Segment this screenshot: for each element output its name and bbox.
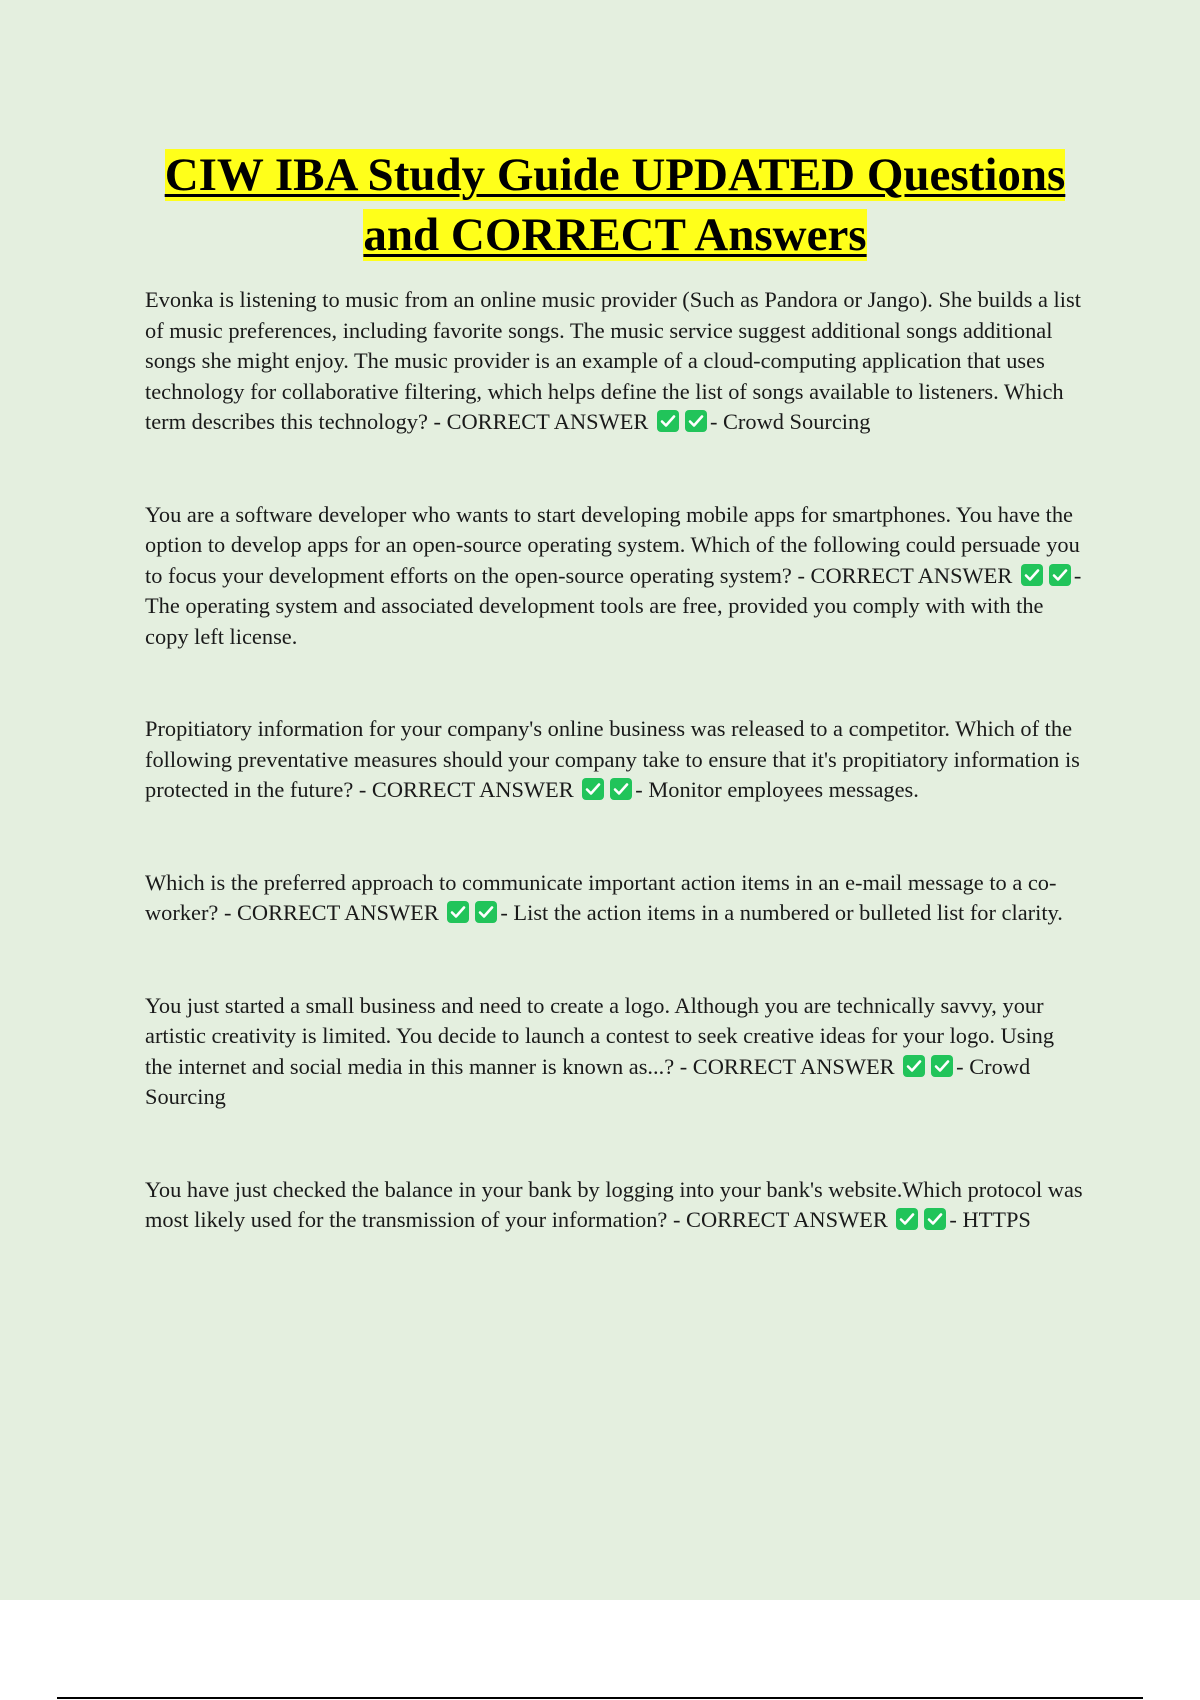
question-text: You just started a small business and need to create a logo. Although you are technically savvy, your artistic creativity is limited. You decide to launch a contest to seek creative ideas for your logo. Using the internet and social media in this manner is known as...? - CORRECT ANSWER: [145, 992, 1055, 1079]
check-mark-icon: [610, 778, 632, 800]
title-text: CIW IBA Study Guide UPDATED Questions and CORRECT Answers: [164, 149, 1066, 261]
qa-item-6: [145, 1175, 1085, 1236]
qa-item-3: [145, 714, 1085, 806]
question-text: Which is the preferred approach to communicate important action items in an e-mail message to a co-worker? - CORRECT ANSWER: [145, 869, 1057, 925]
check-mark-icon: [924, 1208, 946, 1230]
check-mark-icon: [903, 1055, 925, 1077]
check-mark-icon: [685, 410, 707, 432]
question-text: You have just checked the balance in your bank by logging into your bank's website.Which protocol was most likely used for the transmission of your information? - CORRECT ANSWER: [145, 1176, 1083, 1232]
answer-text: - Crowd Sourcing: [145, 1053, 1031, 1109]
check-mark-icon: [657, 410, 679, 432]
check-mark-icon: [931, 1055, 953, 1077]
qa-item-1: [145, 285, 1085, 438]
answer-text: - List the action items in a numbered or bulleted list for clarity.: [500, 900, 1063, 925]
answer-text: - HTTPS: [949, 1207, 1031, 1232]
check-mark-icon: [896, 1208, 918, 1230]
qa-item-5: [145, 991, 1085, 1113]
document-content: [145, 145, 1085, 1298]
check-mark-icon: [1021, 564, 1043, 586]
question-text: You are a software developer who wants to start developing mobile apps for smartphones. You have the option to develop apps for an open-source operating system. Which of the following could persuade you to focus your development efforts on the open-source operating system? - CORRECT ANSWER: [145, 501, 1080, 588]
answer-text: - Crowd Sourcing: [709, 409, 871, 434]
check-mark-icon: [582, 778, 604, 800]
check-mark-icon: [447, 901, 469, 923]
question-text: Evonka is listening to music from an online music provider (Such as Pandora or Jango). She builds a list of music preferences, including favorite songs. The music service suggest additional songs additional songs she might enjoy. The music provider is an example of a cloud-computing application that uses technology for collaborative filtering, which helps define the list of songs available to listeners. Which term describes this technology? - CORRECT ANSWER: [145, 287, 1081, 434]
page-divider: [57, 1697, 1143, 1699]
answer-text: - Monitor employees messages.: [635, 777, 919, 802]
check-mark-icon: [1049, 564, 1071, 586]
document-title: [145, 145, 1085, 265]
qa-item-2: [145, 500, 1085, 653]
check-mark-icon: [475, 901, 497, 923]
question-text: Propitiatory information for your company's online business was released to a competitor. Which of the following preventative measures should your company take to ensure that it's propitiatory information is protected in the future? - CORRECT ANSWER: [145, 716, 1080, 802]
answer-text: - The operating system and associated development tools are free, provided you comply with with the copy left license.: [145, 562, 1082, 649]
qa-item-4: [145, 868, 1085, 929]
